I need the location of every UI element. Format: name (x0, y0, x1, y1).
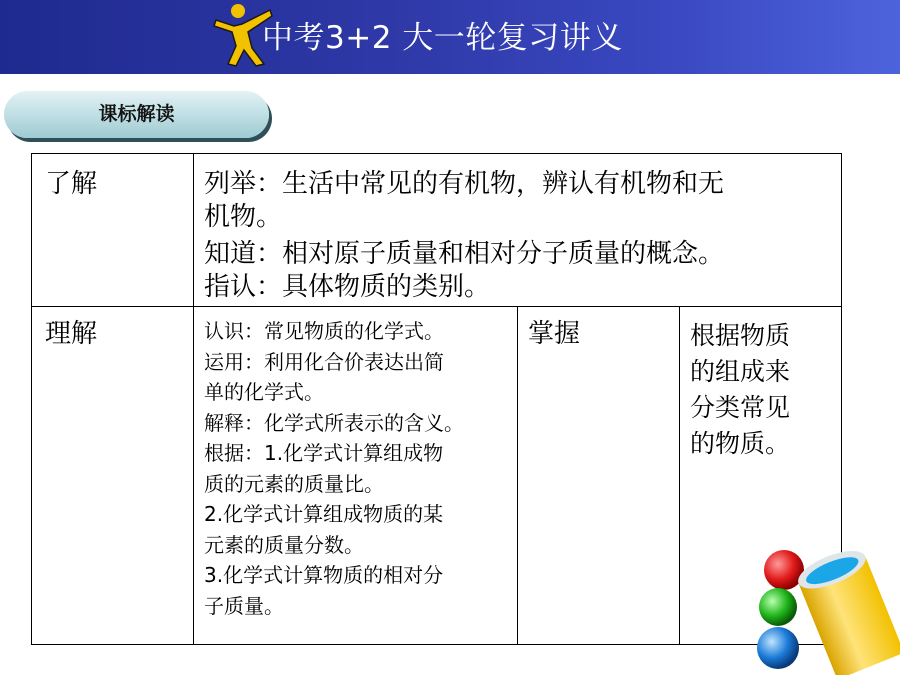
row2-col4-line-3: 分类常见 (690, 393, 791, 422)
header-title: 中考3+2 大一轮复习讲义 (262, 20, 623, 56)
row1-line-3: 知道：相对原子质量和相对分子质量的概念。 (204, 239, 725, 269)
row1-line-1: 列举：生活中常见的有机物，辨认有机物和无 (204, 169, 725, 199)
row2-line-1: 认识：常见物质的化学式。 (204, 319, 444, 343)
section-label: 课标解读 (98, 103, 175, 125)
row2-line-3: 单的化学式。 (204, 380, 324, 404)
row2-line-5: 根据：1.化学式计算组成物 (204, 441, 444, 465)
row2-line-7: 2.化学式计算组成物质的某 (204, 502, 444, 526)
row2-line-4: 解释：化学式所表示的含义。 (204, 410, 464, 435)
level-label-comprehend: 理解 (45, 319, 98, 349)
row2-col4-line-2: 的组成来 (690, 357, 791, 386)
row2-line-2: 运用：利用化合价表达出简 (204, 349, 444, 374)
row2-col4-line-4: 的物质。 (690, 429, 791, 458)
level-label-master: 掌握 (528, 319, 581, 349)
row2-line-8: 元素的质量分数。 (204, 532, 364, 557)
row2-line-6: 质的元素的质量比。 (204, 471, 384, 496)
row1-line-2: 机物。 (204, 202, 283, 232)
level-label-understand: 了解 (45, 169, 98, 199)
row1-line-4: 指认：具体物质的类别。 (204, 272, 491, 302)
decorative-paint-can-icon (748, 545, 900, 675)
row2-col4-line-1: 根据物质 (690, 321, 791, 350)
row2-line-9: 3.化学式计算物质的相对分 (204, 563, 444, 587)
row2-line-10: 子质量。 (204, 593, 284, 618)
